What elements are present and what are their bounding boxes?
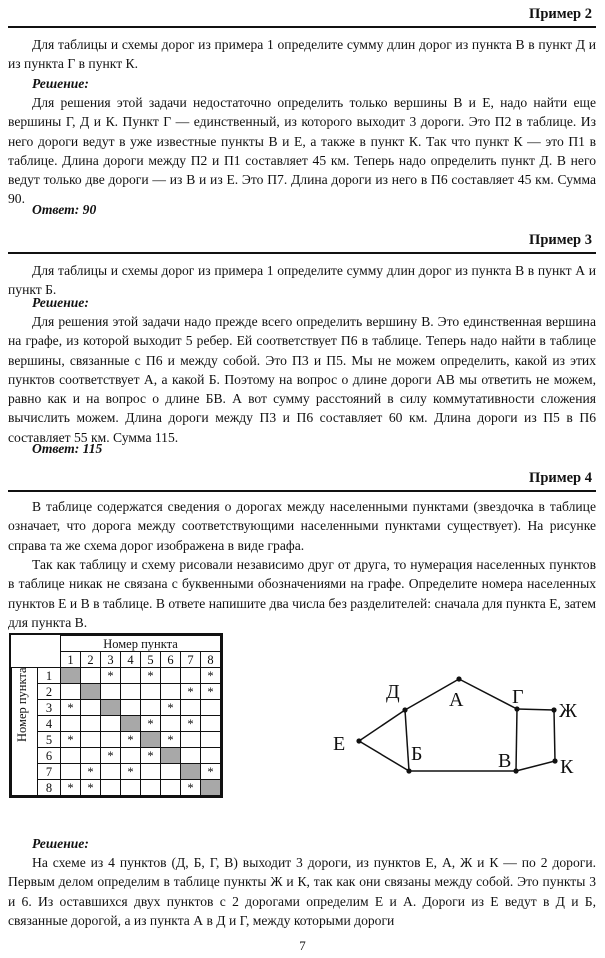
table-cell (101, 732, 121, 748)
table-cell: * (141, 668, 161, 684)
edge-a-g (459, 679, 517, 709)
example-4-question: Так как таблицу и схему рисовали независимо друг от друга, то нумерация населенных пунктов в таблице никак не связана с буквенными обозначениями на графе. Определите номера населенных пунктов Е и В в таблице. В ответе напишите два числа без разделителей: сначала для пункта Е, затем для пункта В. (8, 557, 596, 630)
node-label-e: Е (333, 733, 346, 755)
table-cell (161, 684, 181, 700)
diagonal-cell (161, 748, 181, 764)
node-k (552, 758, 557, 763)
table-cell: * (201, 668, 221, 684)
table-cell (161, 764, 181, 780)
table-cell: * (61, 732, 81, 748)
column-number: 5 (141, 652, 161, 668)
row-number: 7 (38, 764, 61, 780)
road-grid (11, 635, 221, 796)
table-corner (12, 636, 61, 668)
table-row (12, 716, 221, 732)
table-row (12, 748, 221, 764)
table-cell: * (141, 716, 161, 732)
table-cell: * (101, 748, 121, 764)
example-2-solution: Для решения этой задачи недостаточно определить только вершины В и Е, надо найти еще вершины Г, Д и К. Пункт Г — единственный, из которого выходит 3 дороги. Это П2 в таблице. Из него дороги ведут в уже известные пункты В и Е, а также в пункт К. Так что пункт К — это П1 в таблице. Длина дороги между П2 и П1 составляет 45 км. Теперь надо определить пункт Д. В него ведут только две дороги — из В и из Е. Это П7. Длина дороги из него в П6 составляет 45 км. Сумма 90. (8, 95, 596, 207)
table-cell (81, 716, 101, 732)
row-header-cell (12, 668, 38, 796)
diagonal-cell (201, 780, 221, 796)
road-graph (318, 668, 593, 793)
diagonal-cell (181, 764, 201, 780)
node-d (402, 707, 407, 712)
table-cell (81, 732, 101, 748)
table-row (12, 732, 221, 748)
table-cell (121, 668, 141, 684)
example-2-task: Для таблицы и схемы дорог из примера 1 определите сумму длин дорог из пункта В в пункт Д и из пункта Г в пункт К. (8, 37, 596, 72)
example-4-title: Пример 4 (529, 470, 592, 486)
column-number: 6 (161, 652, 181, 668)
table-cell (61, 764, 81, 780)
table-row (12, 700, 221, 716)
edge-d-b (405, 710, 409, 771)
table-cell: * (201, 684, 221, 700)
table-cell (61, 684, 81, 700)
node-e (356, 738, 361, 743)
node-label-a: А (449, 689, 464, 711)
row-header: Номер пункта (15, 666, 29, 742)
example-3-header (8, 226, 596, 254)
column-number: 2 (81, 652, 101, 668)
column-number: 7 (181, 652, 201, 668)
example-4-header (8, 464, 596, 492)
node-b (406, 768, 411, 773)
example-3-solution: Для решения этой задачи надо прежде всего определить вершину В. Это единственная вершина на графе, из которой выходит 5 ребер. Ей соответствует П6 в таблице. Теперь надо найти в таблице вершины, связанные с П6 и между собой. Это П3 и П5. Мы не можем определить, какой из этих пунктов соответствует А, а какой Б. Поэтому на вопрос о длине дороги АВ мы ответить не можем, равно как и на вопрос о длине БВ. А вот сумму расстояний в силу коммутативности сложения вычислить можем. Длина дороги между П3 и П6 составляет 60 км. Длина дороги из П5 в П6 составляет 55 км. Сумма 115. (8, 314, 596, 445)
edge-v-k (516, 761, 555, 771)
node-a (456, 676, 461, 681)
road-table (9, 633, 223, 803)
table-cell: * (121, 764, 141, 780)
example-3-title: Пример 3 (529, 232, 592, 248)
table-cell (141, 780, 161, 796)
table-cell (201, 700, 221, 716)
node-label-zh: Ж (559, 700, 577, 722)
table-cell (161, 716, 181, 732)
table-cell (121, 684, 141, 700)
column-number: 4 (121, 652, 141, 668)
table-cell (81, 700, 101, 716)
table-cell (141, 764, 161, 780)
diagonal-cell (101, 700, 121, 716)
row-number: 6 (38, 748, 61, 764)
node-label-b: Б (411, 743, 423, 765)
table-cell: * (201, 764, 221, 780)
table-cell (181, 748, 201, 764)
table-cell (141, 700, 161, 716)
table-cell (181, 668, 201, 684)
table-row (12, 684, 221, 700)
diagonal-cell (81, 684, 101, 700)
example-2-header (8, 0, 596, 28)
table-cell (61, 748, 81, 764)
example-2-solution-label: Решение: (32, 76, 89, 91)
edge-g-zh (517, 709, 554, 710)
table-cell (81, 668, 101, 684)
table-cell (101, 764, 121, 780)
example-2-title: Пример 2 (529, 6, 592, 22)
example-4-solution: На схеме из 4 пунктов (Д, Б, Г, В) выходит 3 дороги, из пунктов Е, А, Ж и К — по 2 дороги. Первым делом определим в таблице пункты Ж и К, так как они связаны между собой. Это пункты 3 и 6. Из оставшихся двух пунктов с 2 дорогами определим Е и А. Дороги из Е ведут в Д и Б, связанные дорогой, а из пункта А в Д и Г, между которыми дороги (8, 855, 596, 928)
table-cell: * (61, 700, 81, 716)
row-number: 8 (38, 780, 61, 796)
table-cell (201, 748, 221, 764)
table-cell: * (81, 764, 101, 780)
example-4-intro: В таблице содержатся сведения о дорогах между населенными пунктами (звездочка в таблице означает, что дорога между соответствующими населенными пунктами существует). На рисунке справа та же схема дорог изображена в виде графа. (8, 499, 596, 553)
node-zh (551, 707, 556, 712)
table-cell (141, 684, 161, 700)
example-2-answer: Ответ: 90 (32, 202, 97, 217)
table-cell (181, 732, 201, 748)
table-cell: * (181, 780, 201, 796)
table-cell (61, 716, 81, 732)
node-label-k: К (560, 756, 574, 778)
column-number: 1 (61, 652, 81, 668)
table-cell: * (141, 748, 161, 764)
column-number: 8 (201, 652, 221, 668)
node-label-v: В (498, 750, 512, 772)
table-cell (101, 684, 121, 700)
table-cell: * (161, 732, 181, 748)
table-cell: * (181, 716, 201, 732)
table-cell (81, 748, 101, 764)
table-cell (161, 780, 181, 796)
table-cell (101, 716, 121, 732)
row-number: 4 (38, 716, 61, 732)
row-number: 2 (38, 684, 61, 700)
node-label-g: Г (512, 686, 524, 708)
table-row (12, 668, 221, 684)
table-cell (121, 700, 141, 716)
diagonal-cell (61, 668, 81, 684)
table-cell: * (121, 732, 141, 748)
table-row (12, 780, 221, 796)
row-number: 5 (38, 732, 61, 748)
edge-e-d (359, 710, 405, 741)
diagonal-cell (141, 732, 161, 748)
example-3-solution-label: Решение: (32, 295, 89, 310)
table-cell: * (161, 700, 181, 716)
edge-zh-k (554, 710, 555, 761)
table-cell (101, 780, 121, 796)
table-cell: * (181, 684, 201, 700)
table-cell: * (101, 668, 121, 684)
table-cell (201, 732, 221, 748)
diagonal-cell (121, 716, 141, 732)
example-3-task: Для таблицы и схемы дорог из примера 1 определите сумму длин дорог из пункта В в пункт А и пункт Б. (8, 263, 596, 298)
example-3-answer: Ответ: 115 (32, 441, 103, 456)
table-cell (201, 716, 221, 732)
row-number: 3 (38, 700, 61, 716)
row-number: 1 (38, 668, 61, 684)
table-cell: * (61, 780, 81, 796)
column-number: 3 (101, 652, 121, 668)
table-cell (121, 748, 141, 764)
column-header: Номер пункта (61, 636, 221, 652)
table-cell (181, 700, 201, 716)
node-v (513, 768, 518, 773)
table-cell: * (81, 780, 101, 796)
page-number: 7 (299, 938, 306, 953)
edge-e-b (359, 741, 409, 771)
table-cell (121, 780, 141, 796)
node-label-d: Д (386, 681, 400, 703)
table-row (12, 764, 221, 780)
edge-g-v (516, 709, 517, 771)
example-4-solution-label: Решение: (32, 836, 89, 851)
table-cell (161, 668, 181, 684)
